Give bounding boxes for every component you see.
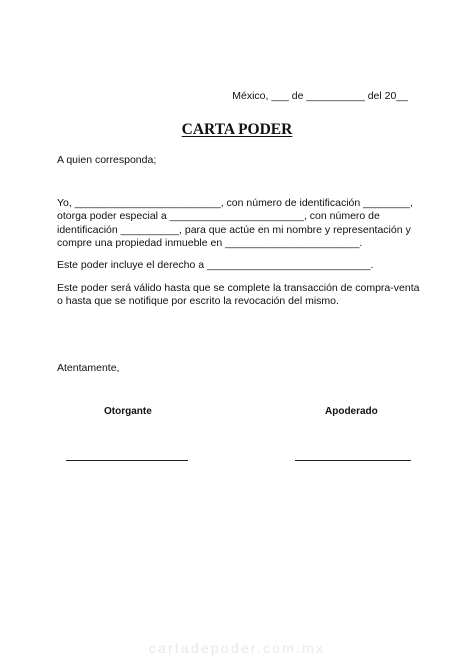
- closing: Atentamente,: [57, 362, 120, 374]
- attorney-signature-line: [295, 460, 411, 461]
- grant-paragraph-line: compre una propiedad inmueble en _______________________.: [57, 237, 363, 250]
- validity-paragraph-line: Este poder será válido hasta que se complete la transacción de compra-venta: [57, 282, 420, 294]
- watermark: cartadepoder.com.mx: [148, 640, 326, 656]
- grant-paragraph-line: otorga poder especial a _______________________, con número de: [57, 210, 380, 223]
- rights-paragraph: [57, 259, 407, 272]
- grant-paragraph: [57, 197, 413, 251]
- document-title: CARTA PODER: [181, 121, 293, 138]
- validity-paragraph-line: o hasta que se notifique por escrito la revocación del mismo.: [57, 295, 339, 308]
- grant-paragraph-line: identificación __________, para que actúe en mi nombre y representación y: [57, 223, 411, 236]
- salutation: A quien corresponda;: [57, 154, 157, 166]
- attorney-label: Apoderado: [325, 406, 378, 417]
- grantor-signature-line: [66, 460, 188, 461]
- grant-paragraph-line: Yo, _________________________, con número de identificación ________,: [57, 197, 413, 209]
- rights-paragraph-line: Este poder incluye el derecho a ____________________________.: [57, 259, 374, 271]
- date-line: México, ___ de __________ del 20__: [232, 90, 408, 102]
- validity-paragraph: [57, 282, 420, 309]
- grantor-label: Otorgante: [104, 406, 152, 417]
